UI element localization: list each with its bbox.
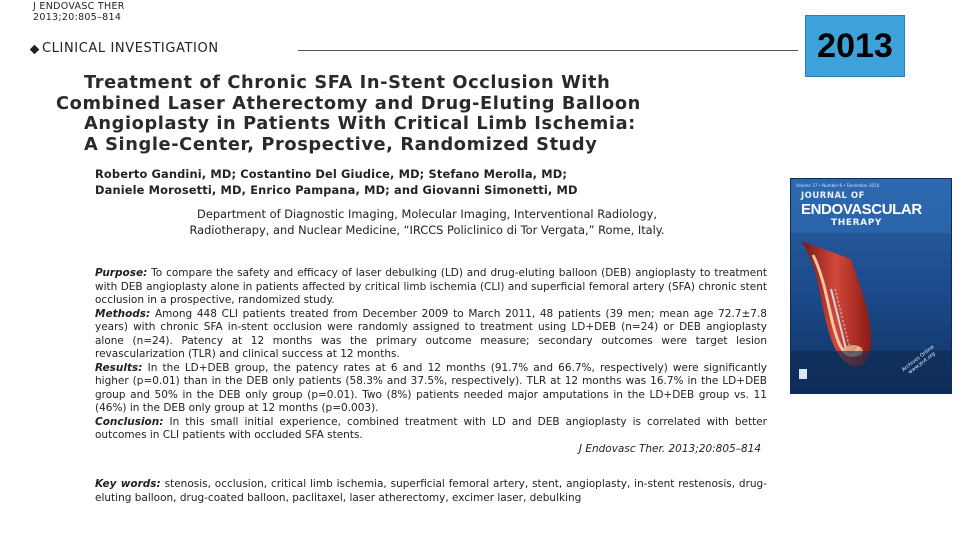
- journal-ref-line2: 2013;20:805–814: [33, 12, 122, 23]
- keywords: [95, 478, 767, 505]
- diamond-bullet-icon: [30, 45, 40, 55]
- keywords-text: stenosis, occlusion, critical limb ischemia, superficial femoral artery, stent, angioplasty, in-stent restenosis, drug-eluting balloon, drug-coated balloon, paclitaxel, laser atherectomy, excimer laser, debulking: [95, 478, 768, 504]
- section-divider: [298, 50, 798, 51]
- journal-ref-line1: J ENDOVASC THER: [33, 1, 125, 12]
- cover-volume: Volume 17 • Number 6 • December 2010: [796, 183, 880, 188]
- conclusion-text: In this small initial experience, combined treatment with LD and DEB angioplasty is correlated with better outcomes in CLI patients with occluded SFA stents.: [95, 415, 767, 441]
- year-badge: 2013: [805, 15, 905, 77]
- cover-online-badge: Archives Online www.jevt.org: [900, 344, 937, 376]
- authors-line-1: Roberto Gandini, MD; Costantino Del Giudice, MD; Stefano Merolla, MD;: [95, 167, 568, 181]
- abstract-conclusion: [95, 416, 767, 443]
- title-line-2: Combined Laser Atherectomy and Drug-Eluting Balloon: [56, 92, 641, 114]
- journal-reference: [33, 1, 125, 23]
- purpose-label: Purpose:: [95, 267, 148, 279]
- affiliation-line-2: Radiotherapy, and Nuclear Medicine, “IRCCS Policlinico di Tor Vergata,” Rome, Italy.: [189, 222, 665, 237]
- citation: J Endovasc Ther. 2013;20:805–814: [578, 442, 761, 455]
- methods-label: Methods:: [95, 307, 151, 320]
- cover-endovascular: ENDOVASCULAR: [801, 201, 922, 218]
- conclusion-label: Conclusion:: [95, 415, 164, 428]
- section-label: CLINICAL INVESTIGATION: [42, 41, 219, 56]
- paper-title: [52, 73, 800, 155]
- abstract-results: [95, 362, 767, 416]
- keywords-label: Key words:: [95, 478, 161, 490]
- title-line-1: Treatment of Chronic SFA In-Stent Occlusion With: [84, 72, 611, 93]
- abstract-methods: [95, 308, 767, 362]
- abstract: [95, 267, 767, 456]
- authors-line-2: Daniele Morosetti, MD, Enrico Pampana, MD; and Giovanni Simonetti, MD: [95, 182, 578, 197]
- cover-therapy: THERAPY: [831, 218, 883, 228]
- abstract-purpose: [95, 267, 767, 308]
- affiliation-line-1: Department of Diagnostic Imaging, Molecular Imaging, Interventional Radiology,: [197, 207, 657, 221]
- cover-journal-of: JOURNAL OF: [801, 191, 865, 201]
- title-line-3: Angioplasty in Patients With Critical Limb Ischemia:: [84, 113, 636, 134]
- results-label: Results:: [95, 361, 143, 374]
- title-line-4: A Single-Center, Prospective, Randomized Study: [84, 133, 598, 155]
- methods-text: Among 448 CLI patients treated from December 2009 to March 2011, 48 patients (39 men; mean age 72.7±7.8 years) with chronic SFA in-stent occlusion were randomly assigned to treatment using LD+DEB (n=24) or DEB angioplasty alone (n=24). Patency at 12 months was the primary outcome measure; secondary outcomes were target lesion revascularization (TLR) and clinical success at 12 months.: [95, 307, 767, 360]
- purpose-text: To compare the safety and efficacy of laser debulking (LD) and drug-eluting balloon (DEB) angioplasty to treatment with DEB angioplasty alone in patients affected by critical limb ischemia (CLI) and superficial femoral artery (SFA) chronic stent occlusion in a prospective, randomized study.: [95, 267, 767, 306]
- journal-cover: [790, 178, 952, 394]
- results-text: In the LD+DEB group, the patency rates at 6 and 12 months (91.7% and 66.7%, respectively) were significantly higher (p=0.01) than in the DEB only patients (58.3% and 37.5%, respectively). TLR at 12 months was 16.7% in the LD+DEB group and 50% in the DEB only group (p=0.01). Two (8%) patients needed major amputations in the LD+DEB group vs. 11 (46%) in the DEB only group at 12 months (p=0.003).: [95, 361, 767, 414]
- author-list: [95, 167, 578, 198]
- affiliation: [77, 207, 777, 238]
- section-heading: [30, 41, 800, 59]
